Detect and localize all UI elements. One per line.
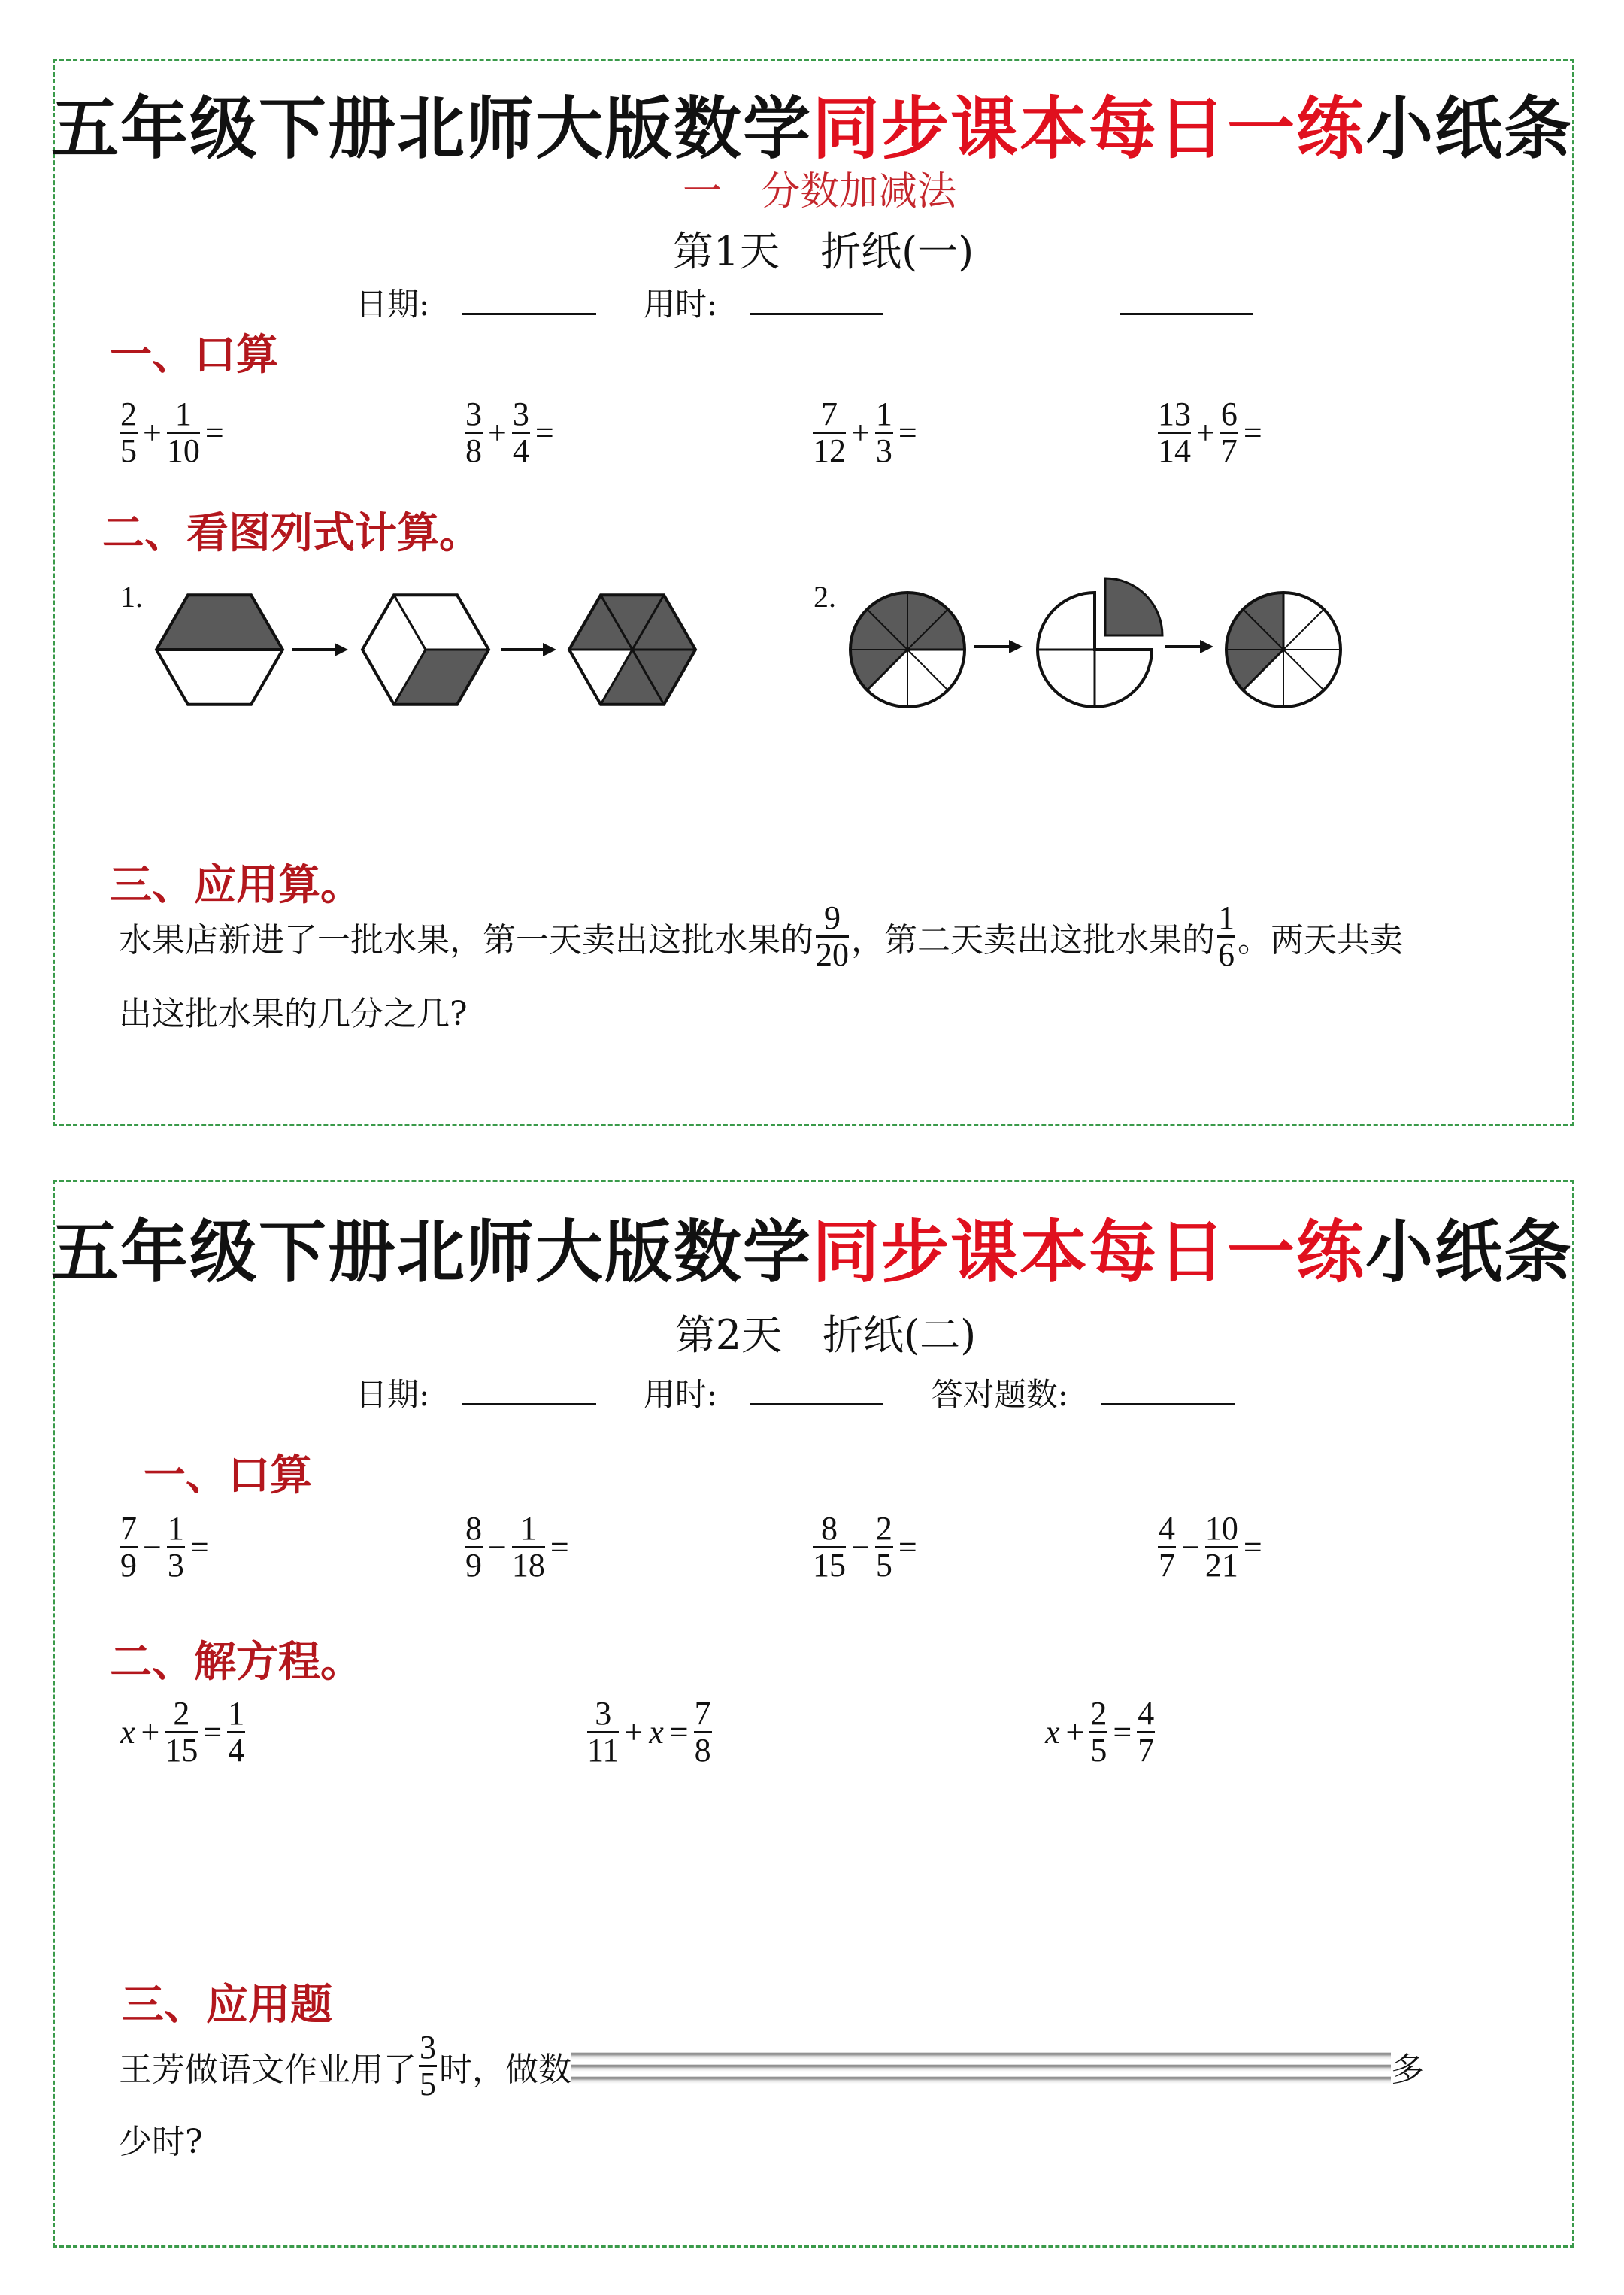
date-time-line <box>356 1370 1235 1415</box>
fraction <box>1158 1511 1176 1583</box>
problem-text: 。两天共卖 <box>1238 920 1403 960</box>
title-part: 小纸条 <box>1365 1212 1573 1292</box>
correct-count-label: 答对题数: <box>931 1376 1068 1413</box>
numerator: 1 <box>228 1695 245 1732</box>
section-application: 三、应用算。 <box>110 860 362 910</box>
math-symbol: = <box>1113 1714 1132 1751</box>
denominator: 7 <box>1220 432 1238 470</box>
math-symbol: + <box>141 1714 160 1751</box>
arrow-head-icon <box>543 643 556 656</box>
denominator: 5 <box>875 1547 892 1584</box>
denominator: 15 <box>165 1732 198 1769</box>
denominator: 20 <box>816 936 849 974</box>
title-part: 五年级下册北师大版数学 <box>51 1212 812 1292</box>
fraction <box>465 1511 483 1583</box>
math-expression <box>117 1696 247 1768</box>
math-symbol: = <box>898 1529 917 1566</box>
denominator: 3 <box>875 432 892 470</box>
denominator: 5 <box>1090 1732 1107 1769</box>
figure2-label: 2. <box>814 580 836 614</box>
numerator: 2 <box>875 1510 892 1547</box>
unit-heading: 一 分数加减法 <box>682 169 957 214</box>
numerator: 1 <box>174 396 192 432</box>
denominator: 9 <box>465 1547 482 1584</box>
numerator: 1 <box>875 396 892 432</box>
sheet2-title <box>51 1197 1573 1295</box>
math-symbol: + <box>488 414 507 452</box>
math-symbol: + <box>1065 1714 1085 1751</box>
redacted-region <box>571 2048 1391 2085</box>
math-symbol: = <box>550 1529 569 1566</box>
arrow-head-icon <box>335 643 348 656</box>
problem-text: 多 <box>1391 2050 1424 2089</box>
section-oral: 一、口算 <box>110 330 278 380</box>
title-highlight: 同步课本每日一练 <box>812 89 1365 168</box>
numerator: 4 <box>1138 1695 1155 1732</box>
title-part: 五年级下册北师大版数学 <box>51 89 812 168</box>
problem-line2: 出这批水果的几分之几? <box>119 995 468 1033</box>
math-symbol: = <box>669 1714 689 1751</box>
fraction <box>512 1511 545 1583</box>
fraction <box>816 901 849 972</box>
numerator: 3 <box>420 2029 436 2066</box>
fraction <box>419 2030 437 2102</box>
numerator: 7 <box>120 1510 137 1547</box>
problem-line1 <box>119 2030 1424 2102</box>
date-label: 日期: <box>356 286 430 323</box>
problem-text: ，第二天卖出这批水果的 <box>851 920 1215 960</box>
denominator: 12 <box>813 432 846 470</box>
problem-text: 时，做数 <box>439 2050 571 2089</box>
denominator: 14 <box>1158 432 1191 470</box>
denominator: 8 <box>694 1732 711 1769</box>
math-symbol: − <box>143 1529 162 1566</box>
denominator: 5 <box>420 2066 436 2103</box>
denominator: 11 <box>587 1732 620 1769</box>
day-heading: 第2天 折纸(二) <box>674 1311 977 1359</box>
denominator: 7 <box>1159 1547 1175 1584</box>
math-symbol: − <box>488 1529 507 1566</box>
time-blank[interactable] <box>750 1400 883 1405</box>
denominator: 18 <box>511 1547 545 1584</box>
numerator: 7 <box>694 1695 711 1732</box>
math-symbol: + <box>143 414 162 452</box>
hexagon-shaded-half <box>156 595 283 650</box>
date-label: 日期: <box>356 1376 430 1413</box>
problem-line1 <box>119 901 1403 972</box>
day-heading: 第1天 折纸(一) <box>672 228 974 275</box>
math-expression <box>810 1511 920 1583</box>
denominator: 21 <box>1204 1547 1238 1584</box>
numerator: 8 <box>821 1510 838 1547</box>
denominator: 10 <box>166 432 200 470</box>
numerator: 6 <box>1220 396 1238 432</box>
numerator: 3 <box>465 396 482 432</box>
math-symbol: + <box>624 1714 644 1751</box>
math-symbol: − <box>1181 1529 1200 1566</box>
numerator: 2 <box>120 396 137 432</box>
fraction <box>587 1696 619 1768</box>
math-symbol: + <box>851 414 870 452</box>
math-expression <box>462 1511 572 1583</box>
math-symbol: x <box>120 1714 135 1751</box>
numerator: 8 <box>465 1510 482 1547</box>
fraction <box>120 1511 138 1583</box>
math-symbol: = <box>898 414 917 452</box>
math-symbol: = <box>203 1714 223 1751</box>
folding-figures <box>0 0 1624 752</box>
math-symbol: x <box>649 1714 664 1751</box>
circle-moved-quarter <box>1105 578 1162 635</box>
fraction <box>875 1511 893 1583</box>
fraction <box>1205 1511 1238 1583</box>
section-oral: 一、口算 <box>144 1451 312 1500</box>
section-picture: 二、看图列式计算。 <box>102 508 481 558</box>
denominator: 3 <box>167 1547 184 1584</box>
math-symbol: = <box>205 414 224 452</box>
section-equations: 二、解方程。 <box>110 1637 362 1687</box>
fraction <box>694 1696 712 1768</box>
math-expression <box>585 1696 714 1768</box>
denominator: 4 <box>512 432 529 470</box>
math-expression <box>1042 1696 1157 1768</box>
date-blank[interactable] <box>462 1400 596 1405</box>
fraction <box>1089 1696 1107 1768</box>
numerator: 1 <box>520 1510 537 1547</box>
math-symbol: x <box>1045 1714 1060 1751</box>
numerator: 3 <box>595 1695 612 1732</box>
fraction <box>227 1696 245 1768</box>
math-symbol: = <box>1243 414 1262 452</box>
numerator: 9 <box>824 899 841 936</box>
denominator: 5 <box>120 432 137 470</box>
numerator: 2 <box>1090 1695 1107 1732</box>
denominator: 4 <box>228 1732 245 1769</box>
numerator: 1 <box>1218 899 1235 936</box>
math-symbol: + <box>1196 414 1215 452</box>
math-expression <box>1156 1511 1265 1583</box>
fraction <box>1217 901 1235 972</box>
numerator: 10 <box>1204 1510 1238 1547</box>
math-symbol: − <box>851 1529 870 1566</box>
fraction <box>167 1511 185 1583</box>
fraction <box>165 1696 198 1768</box>
math-symbol: = <box>1243 1529 1262 1566</box>
correct-count-blank[interactable] <box>1101 1400 1235 1405</box>
numerator: 4 <box>1159 1510 1175 1547</box>
denominator: 8 <box>465 432 482 470</box>
denominator: 9 <box>120 1547 137 1584</box>
problem-text: 水果店新进了一批水果，第一天卖出这批水果的 <box>119 920 814 960</box>
title-highlight: 同步课本每日一练 <box>812 1212 1365 1292</box>
numerator: 2 <box>173 1695 190 1732</box>
section-application: 三、应用题 <box>122 1980 332 2030</box>
denominator: 7 <box>1138 1732 1155 1769</box>
denominator: 15 <box>813 1547 846 1584</box>
fraction <box>813 1511 846 1583</box>
numerator: 13 <box>1158 396 1191 432</box>
numerator: 7 <box>821 396 838 432</box>
problem-line2: 少时? <box>119 2123 203 2161</box>
time-label: 用时: <box>643 1376 718 1413</box>
arrow-head-icon <box>1200 640 1213 653</box>
math-symbol: = <box>189 1529 209 1566</box>
title-part: 小纸条 <box>1365 89 1573 168</box>
problem-text: 王芳做语文作业用了 <box>119 2050 417 2089</box>
figure1-label: 1. <box>120 580 143 614</box>
numerator: 1 <box>167 1510 184 1547</box>
math-expression <box>117 1511 212 1583</box>
fraction <box>1137 1696 1155 1768</box>
time-label: 用时: <box>643 286 718 323</box>
hexagon-divider <box>394 595 426 650</box>
arrow-head-icon <box>1009 640 1023 653</box>
math-symbol: = <box>535 414 554 452</box>
denominator: 6 <box>1218 936 1235 974</box>
numerator: 3 <box>512 396 529 432</box>
